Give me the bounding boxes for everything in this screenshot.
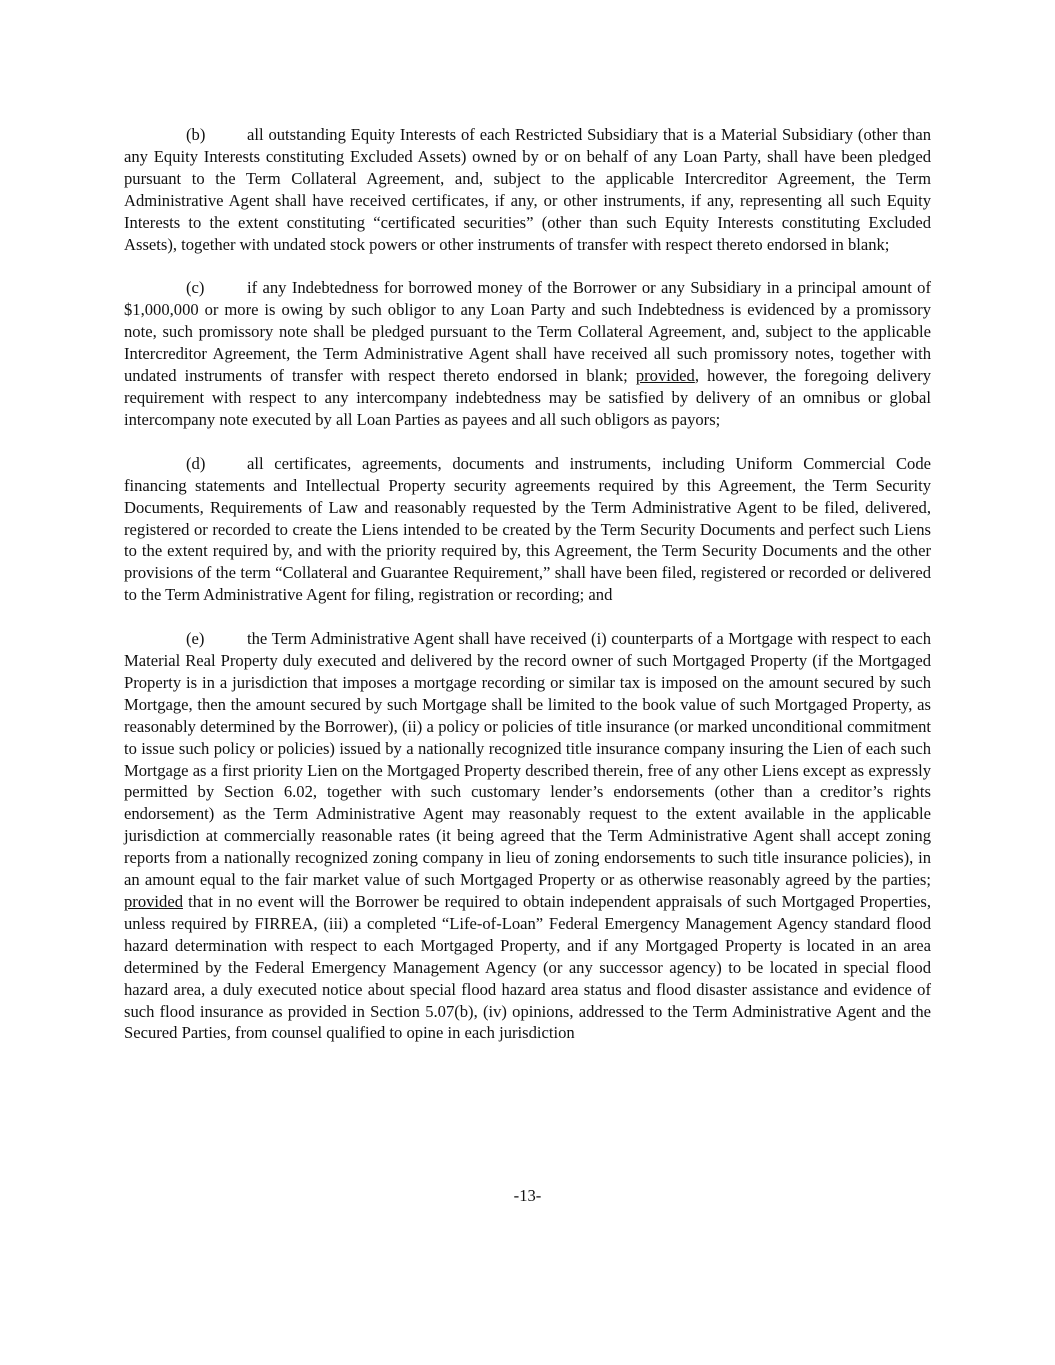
- paragraph-c-text-before: if any Indebtedness for borrowed money of the Borrower or any Subsidiary in a principal amount of $1,000,000 or more is owing by such obligor to any Loan Party and such Indebtedness is evidenced by a promissory note, such promissory note shall be pledged pursuant to the Term Collateral Agreement, and, subject to the applicable Intercreditor Agreement, the Term Administrative Agent shall have received all such promissory notes, together with undated instruments of transfer with respect thereto endorsed in blank;: [124, 278, 931, 386]
- page-number: -13-: [513, 1186, 542, 1205]
- paragraph-d-text: all certificates, agreements, documents and instruments, including Uniform Commercial Code financing statements and Intellectual Property security agreements required by this Agreement, the Term Security Documents, Requirements of Law and reasonably requested by the Term Administrative Agent to be filed, delivered, registered or recorded to create the Liens intended to be created by the Term Security Documents and perfect such Liens to the extent required by, and with the priority required by, this Agreement, the Term Security Documents and the other provisions of the term “Collateral and Guarantee Requirement,” shall have been filed, registered or recorded or delivered to the Term Administrative Agent for filing, registration or recording; and: [124, 453, 931, 605]
- paragraph-b: [124, 124, 931, 255]
- paragraph-c: [124, 277, 931, 430]
- paragraph-d-label: (d): [186, 453, 206, 473]
- paragraph-e-label: (e): [186, 629, 205, 649]
- paragraph-e-text-after: that in no event will the Borrower be required to obtain independent appraisals of such Mortgaged Properties, unless required by FIRREA, (iii) a completed “Life-of-Loan” Federal Emergency Management Agency standard flood hazard determination with respect to each Mortgaged Property, and if any Mortgaged Property is located in an area determined by the Federal Emergency Management Agency (or any successor agency) to be located in special flood hazard area, a duly executed notice about special flood hazard area status and flood disaster assistance and evidence of such flood insurance as provided in Section 5.07(b), (iv) opinions, addressed to the Term Administrative Agent and the Secured Parties, from counsel qualified to opine in each jurisdiction: [124, 892, 931, 1043]
- paragraph-e-provided: provided: [124, 892, 183, 911]
- paragraph-e: [124, 628, 931, 1044]
- paragraph-b-label: (b): [186, 125, 206, 144]
- paragraph-d: [124, 453, 931, 606]
- paragraph-c-label: (c): [186, 278, 205, 298]
- paragraph-c-provided: provided: [635, 366, 695, 386]
- paragraph-e-text-before: the Term Administrative Agent shall have received (i) counterparts of a Mortgage with respect to each Material Real Property duly executed and delivered by the record owner of such Mortgaged Property (if the Mortgaged Property is in a jurisdiction that imposes a mortgage recording or similar tax is imposed on the amount secured by such Mortgage, then the amount secured by such Mortgage shall be limited to the book value of such Mortgaged Property, as reasonably determined by the Borrower), (ii) a policy or policies of title insurance (or marked unconditional commitment to issue such policy or policies) issued by a nationally recognized title insurance company insuring the Lien of each such Mortgage as a first priority Lien on the Mortgaged Property described therein, free of any other Liens except as expressly permitted by Section 6.02, together with such customary lender’s endorsements (other than a creditor’s rights endorsement) as the Term Administrative Agent may reasonably request to the extent available in the applicable jurisdiction at commercially reasonable rates (it being agreed that the Term Administrative Agent shall accept zoning reports from a nationally recognized zoning company in lieu of zoning endorsements to such title insurance policies), in an amount equal to the fair market value of such Mortgaged Property or as otherwise reasonably agreed by the parties;: [124, 629, 931, 890]
- paragraph-b-text: all outstanding Equity Interests of each Restricted Subsidiary that is a Material Subsidiary (other than any Equity Interests constituting Excluded Assets) owned by or on behalf of any Loan Party, shall have been pledged pursuant to the Term Collateral Agreement, and, subject to the applicable Intercreditor Agreement, the Term Administrative Agent shall have received certificates, if any, or other instruments, if any, representing all such Equity Interests to the extent constituting “certificated securities” (other than such Equity Interests constituting Excluded Assets), together with undated stock powers or other instruments of transfer with respect thereto endorsed in blank;: [124, 125, 931, 254]
- page-body: [124, 124, 931, 1066]
- paragraph-c-text-after: , however, the foregoing delivery requirement with respect to any intercompany indebtedness may be satisfied by delivery of an omnibus or global intercompany note executed by all Loan Parties as payees and all such obligors as payors;: [124, 366, 931, 429]
